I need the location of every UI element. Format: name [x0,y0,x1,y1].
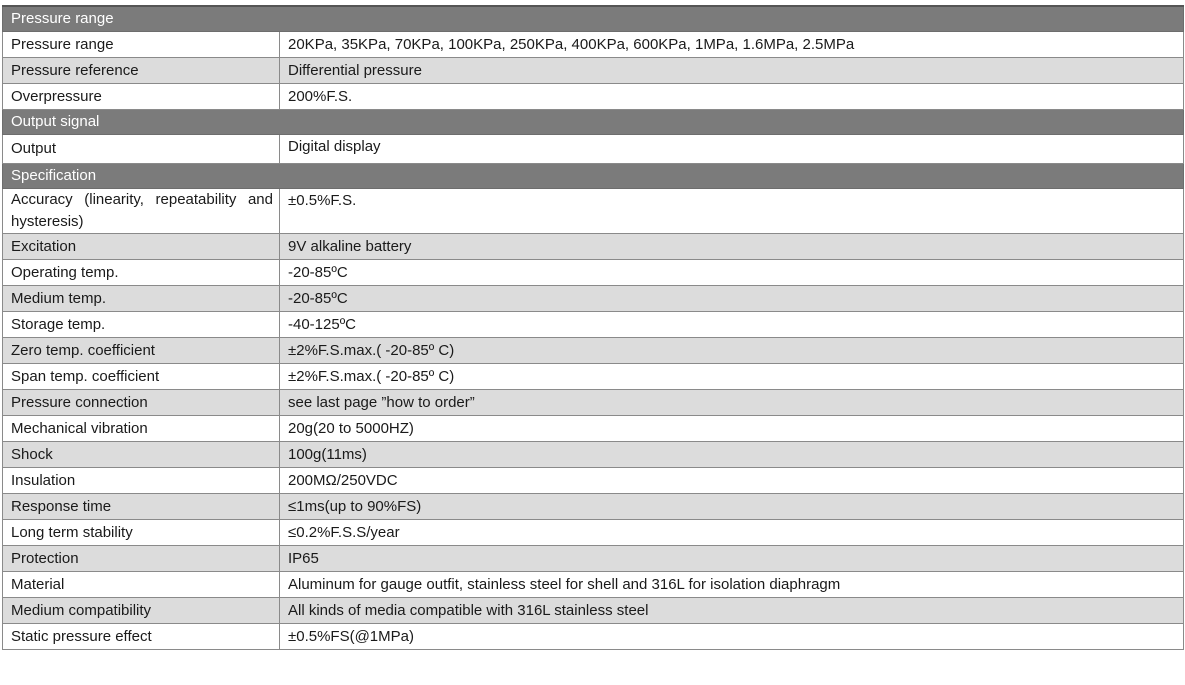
row-value: ±2%F.S.max.( -20-85º C) [280,338,1184,364]
row-value: Digital display [280,135,1184,164]
row-label: Static pressure effect [3,624,280,650]
table-row [3,84,1184,110]
row-label: Excitation [3,234,280,260]
section-header-specification [3,164,1184,189]
row-value: 100g(11ms) [280,442,1184,468]
section-title: Pressure range [3,6,1184,32]
table-row [3,58,1184,84]
row-value: ±0.5%FS(@1MPa) [280,624,1184,650]
row-label: Medium temp. [3,286,280,312]
row-label: Mechanical vibration [3,416,280,442]
row-label: Output [3,135,280,164]
row-label: Accuracy (linearity, repeatability and hysteresis) [3,189,280,234]
row-value: 20g(20 to 5000HZ) [280,416,1184,442]
table-row [3,468,1184,494]
row-value: ±2%F.S.max.( -20-85º C) [280,364,1184,390]
row-label: Zero temp. coefficient [3,338,280,364]
row-value: -20-85ºC [280,260,1184,286]
row-label: Material [3,572,280,598]
row-value: Differential pressure [280,58,1184,84]
table-row [3,598,1184,624]
row-value: ≤0.2%F.S.S/year [280,520,1184,546]
table-row [3,364,1184,390]
row-label: Pressure reference [3,58,280,84]
row-value: IP65 [280,546,1184,572]
row-label: Overpressure [3,84,280,110]
row-value: -20-85ºC [280,286,1184,312]
table-row [3,572,1184,598]
row-value: 9V alkaline battery [280,234,1184,260]
section-title: Output signal [3,110,1184,135]
table-row [3,189,1184,234]
table-row [3,312,1184,338]
row-label: Insulation [3,468,280,494]
table-row [3,32,1184,58]
row-label: Response time [3,494,280,520]
row-label: Protection [3,546,280,572]
row-value: Aluminum for gauge outfit, stainless steel for shell and 316L for isolation diaphragm [280,572,1184,598]
table-row [3,135,1184,164]
row-value: All kinds of media compatible with 316L stainless steel [280,598,1184,624]
row-label: Shock [3,442,280,468]
row-label: Storage temp. [3,312,280,338]
section-header-output-signal [3,110,1184,135]
row-value: 200%F.S. [280,84,1184,110]
row-label: Long term stability [3,520,280,546]
table-row [3,624,1184,650]
table-row [3,416,1184,442]
specification-table [2,5,1184,650]
row-value: ±0.5%F.S. [280,189,1184,234]
row-value: see last page ”how to order” [280,390,1184,416]
row-label: Medium compatibility [3,598,280,624]
table-row [3,338,1184,364]
table-row [3,234,1184,260]
row-label: Operating temp. [3,260,280,286]
table-row [3,494,1184,520]
row-value: ≤1ms(up to 90%FS) [280,494,1184,520]
table-row [3,520,1184,546]
row-label: Span temp. coefficient [3,364,280,390]
row-value: -40-125ºC [280,312,1184,338]
table-row [3,286,1184,312]
table-row [3,546,1184,572]
row-value: 200MΩ/250VDC [280,468,1184,494]
row-value: 20KPa, 35KPa, 70KPa, 100KPa, 250KPa, 400KPa, 600KPa, 1MPa, 1.6MPa, 2.5MPa [280,32,1184,58]
table-row [3,260,1184,286]
row-label: Pressure range [3,32,280,58]
section-title: Specification [3,164,1184,189]
table-row [3,442,1184,468]
table-row [3,390,1184,416]
section-header-pressure-range [3,6,1184,32]
row-label: Pressure connection [3,390,280,416]
